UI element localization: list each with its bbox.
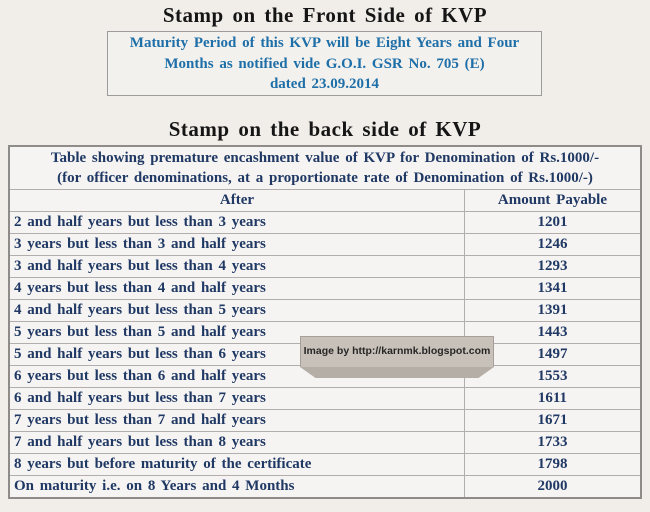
maturity-notice-box [107, 31, 542, 96]
table-row [9, 432, 641, 454]
column-header-amount-payable: Amount Payable [464, 190, 641, 212]
watermark-fold-shape [300, 367, 494, 378]
after-cell: 6 years but less than 6 and half years [9, 366, 464, 388]
table-caption-line-2: (for officer denominations, at a proportionate rate of Denomination of Rs.1000/-) [57, 170, 593, 186]
after-cell: 7 and half years but less than 8 years [9, 432, 464, 454]
table-caption-line-1: Table showing premature encashment value of KVP for Denomination of Rs.1000/- [50, 150, 600, 166]
table-row [9, 476, 641, 498]
table-row [9, 212, 641, 234]
maturity-notice-line-2: Months as notified vide G.O.I. GSR No. 705 (E) [164, 55, 485, 72]
table-row [9, 388, 641, 410]
after-cell: 8 years but before maturity of the certificate [9, 454, 464, 476]
after-cell: 5 and half years but less than 6 years [9, 344, 464, 366]
amount-cell: 1733 [464, 432, 641, 454]
amount-cell: 2000 [464, 476, 641, 498]
table-row [9, 256, 641, 278]
amount-cell: 1611 [464, 388, 641, 410]
amount-cell: 1246 [464, 234, 641, 256]
after-cell: 6 and half years but less than 7 years [9, 388, 464, 410]
after-cell: 7 years but less than 7 and half years [9, 410, 464, 432]
table-caption-cell [9, 146, 641, 190]
after-cell: 3 and half years but less than 4 years [9, 256, 464, 278]
after-cell: On maturity i.e. on 8 Years and 4 Months [9, 476, 464, 498]
table-row [9, 300, 641, 322]
column-header-after: After [9, 190, 464, 212]
amount-cell: 1443 [464, 322, 641, 344]
after-cell: 4 and half years but less than 5 years [9, 300, 464, 322]
back-side-title: Stamp on the back side of KVP [168, 117, 482, 141]
amount-cell: 1293 [464, 256, 641, 278]
after-cell: 2 and half years but less than 3 years [9, 212, 464, 234]
maturity-notice-line-3: dated 23.09.2014 [269, 76, 380, 92]
after-cell: 4 years but less than 4 and half years [9, 278, 464, 300]
amount-cell: 1391 [464, 300, 641, 322]
table-caption-row [9, 146, 641, 190]
watermark-label: Image by http://karnmk.blogspot.com [300, 336, 494, 367]
table-header-row [9, 190, 641, 212]
after-cell: 5 years but less than 5 and half years [9, 322, 464, 344]
maturity-notice-line-1: Maturity Period of this KVP will be Eight Years and Four [129, 35, 520, 51]
encashment-value-table [8, 145, 642, 499]
amount-cell: 1201 [464, 212, 641, 234]
amount-cell: 1671 [464, 410, 641, 432]
amount-cell: 1497 [464, 344, 641, 366]
amount-cell: 1341 [464, 278, 641, 300]
table-row [9, 454, 641, 476]
amount-cell: 1798 [464, 454, 641, 476]
table-row [9, 234, 641, 256]
front-side-title: Stamp on the Front Side of KVP [162, 3, 488, 27]
table-row [9, 278, 641, 300]
table-row [9, 410, 641, 432]
amount-cell: 1553 [464, 366, 641, 388]
image-credit-watermark [300, 336, 494, 378]
after-cell: 3 years but less than 3 and half years [9, 234, 464, 256]
